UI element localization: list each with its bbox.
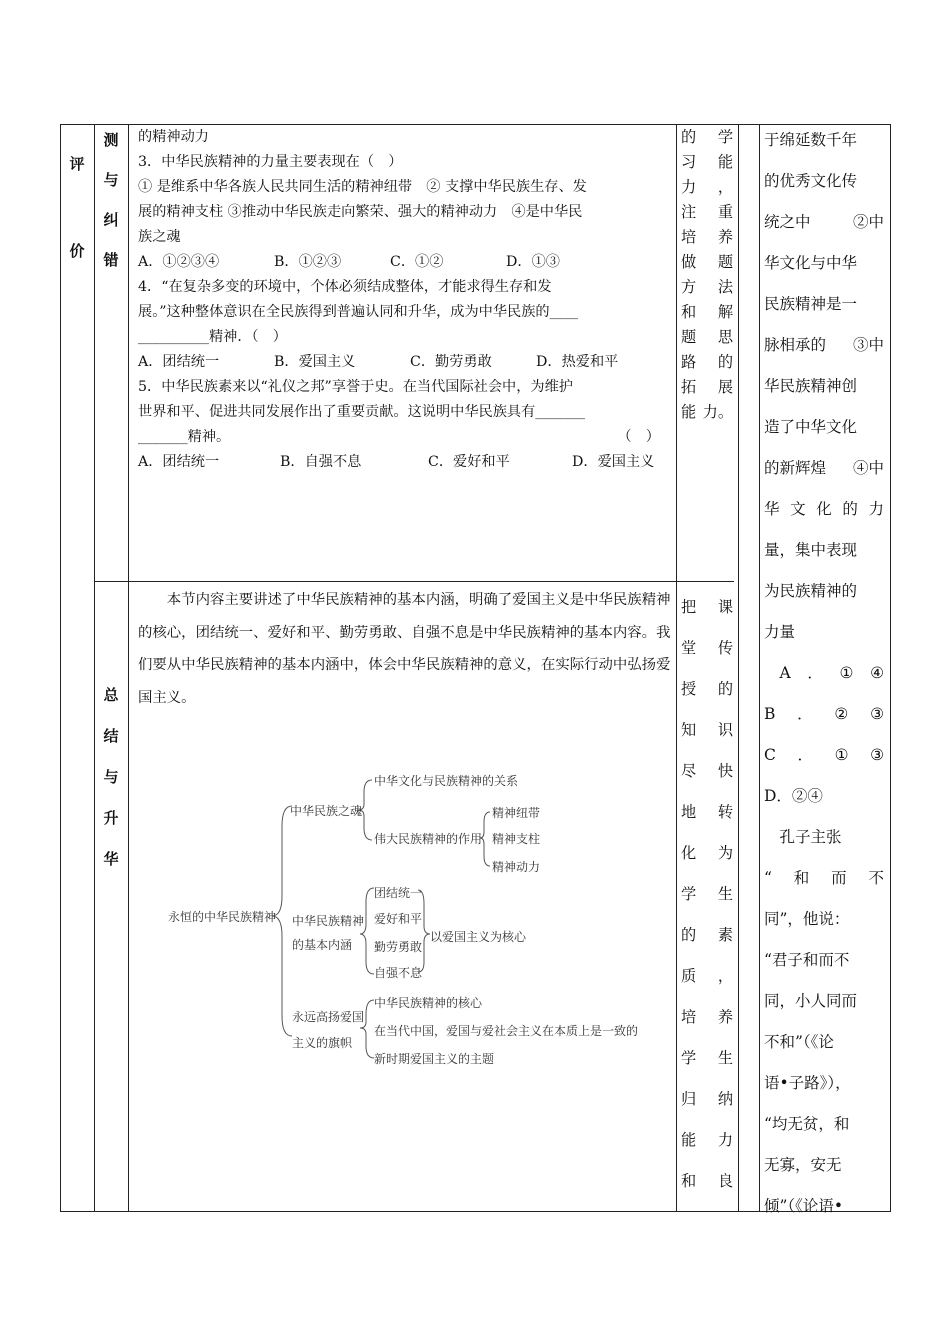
notes-row-cell: 量，集中表现 [764,541,858,559]
design-top-row-cell: 思 [717,328,733,346]
notes-row [764,858,884,899]
q4-options [138,350,672,375]
notes-row-cell: 为民族精神的 [764,582,858,600]
notes-row [764,735,884,776]
notes-row [764,653,884,694]
summary-label [94,688,128,893]
design-bottom-row-cell: 课 [717,598,733,616]
design-top-row [681,325,733,350]
design-bottom-row-cell: ， [717,967,733,985]
design-top-row-cell: 的 [681,128,697,146]
col-line-6 [759,124,760,1212]
notes-row-cell: C [764,746,776,764]
design-top-row-cell: 拓 [681,378,697,396]
option: C．①② [390,254,444,270]
design-intent-bottom [681,587,733,1202]
notes-row [764,940,884,981]
design-top-row-cell: 力。 [702,403,733,421]
mind-map-b1c2-item: 精神支柱 [492,832,541,846]
design-bottom-row-cell: 归 [681,1090,697,1108]
test-correct-label [94,133,128,293]
notes-row-cell: 于绵延数千年 [764,131,858,149]
q4-stem: __________精神．（ ） [138,329,287,345]
design-bottom-row-cell: 的 [681,926,697,944]
q3-stem: 3．中华民族精神的力量主要表现在（ ） [138,154,403,170]
notes-row-cell: 语•子路》）， [764,1074,851,1092]
q3-items: ① 是维系中华各族人民共同生活的精神纽带 ② 支撑中华民族生存、发 [138,179,587,195]
q5-stem: _______精神。 [138,429,231,445]
option: B．自强不息 [280,454,362,470]
notes-row-cell: 无寡，安无 [764,1156,842,1174]
row-divider [94,581,734,582]
col-line-3 [128,124,129,1212]
test-correct-char: 纠 [103,211,119,229]
notes-row [764,161,884,202]
notes-row [764,489,884,530]
design-intent-top [681,125,733,425]
option: D．①③ [506,254,560,270]
notes-row-cell: 的新辉煌 [764,459,827,477]
design-bottom-row-cell: 培 [681,1008,697,1026]
q4-stem: 展。”这种整体意识在全民族得到普遍认同和升华，成为中华民族的____ [138,304,578,320]
design-top-row-cell: 重 [717,203,733,221]
summary-paragraph [138,584,672,714]
mind-map-b3-item: 在当代中国，爱国与爱社会主义在本质上是一致的 [374,1024,639,1038]
design-top-row-cell: 路 [681,353,697,371]
design-bottom-row [681,1079,733,1120]
design-bottom-row-cell: 授 [681,680,697,698]
design-top-row-cell: 做 [681,253,697,271]
notes-row-cell: ④中 [852,459,884,477]
q3-items: 族之魂 [138,229,181,245]
mind-map-b2-note: 以爱国主义为核心 [430,930,527,944]
notes-row [764,325,884,366]
design-top-row-cell: 培 [681,228,697,246]
design-top-row [681,200,733,225]
notes-row-cell: 而 [831,869,847,887]
questions-block [138,125,672,475]
design-bottom-row-cell: 堂 [681,639,697,657]
notes-row [764,284,884,325]
col-line-1 [60,124,61,1212]
summary-char: 结 [103,727,119,745]
design-top-row-cell: 题 [717,253,733,271]
notes-row-cell: ③ [870,705,884,723]
notes-row-cell: ② [834,705,849,723]
design-bottom-row [681,997,733,1038]
notes-row [764,1145,884,1186]
design-bottom-row-cell: 和 [681,1172,697,1190]
q3-items: 展的精神支柱 ③推动中华民族走向繁荣、强大的精神动力 ④是中华民 [138,204,583,220]
design-bottom-row-cell: 地 [681,803,697,821]
col-line-7 [890,124,891,1212]
notes-row [764,202,884,243]
design-top-row-cell: ， [717,178,733,196]
evaluation-char: 评 [69,155,85,173]
design-bottom-row [681,710,733,751]
mind-map-b2-item: 勤劳勇敢 [374,940,423,954]
notes-row [764,1186,884,1227]
option: B．①②③ [274,254,342,270]
mind-map-root: 永恒的中华民族精神 [168,910,277,924]
design-top-row [681,400,733,425]
design-bottom-row-cell: 学 [681,885,697,903]
notes-row [764,612,884,653]
notes-row-cell: 孔子主张 [764,828,842,846]
mind-map-b3-item: 新时期爱国主义的主题 [374,1052,495,1066]
q5-stem: 世界和平、促进共同发展作出了重要贡献。这说明中华民族具有_______ [138,404,585,420]
design-bottom-row-cell: 学 [681,1049,697,1067]
design-bottom-row [681,833,733,874]
design-bottom-row-cell: 知 [681,721,697,739]
design-top-row-cell: 学 [717,128,733,146]
test-correct-char: 与 [103,171,119,189]
notes-row-cell: 不 [868,869,884,887]
notes-row-cell: 民族精神是一 [764,295,858,313]
summary-char: 总 [103,686,119,704]
mind-map-branch-3: 永远高扬爱国 [292,1010,365,1024]
option: C．爱好和平 [428,454,510,470]
notes-row-cell: ③ [870,746,884,764]
bracket-b2 [360,888,374,974]
design-bottom-row-cell: 纳 [717,1090,733,1108]
design-top-row [681,375,733,400]
design-bottom-row [681,1120,733,1161]
design-bottom-row [681,956,733,997]
design-top-row [681,250,733,275]
notes-row-cell: ． [797,705,813,723]
notes-row [764,1022,884,1063]
design-bottom-row [681,915,733,956]
option: A．团结统一 [138,454,220,470]
mind-map-b2-item: 爱好和平 [374,912,423,926]
design-bottom-row-cell: 尽 [681,762,697,780]
notes-row-cell: 倾”（《论语• [764,1197,844,1215]
notes-row [764,981,884,1022]
design-top-row-cell: 方 [681,278,697,296]
option: C．勤劳勇敢 [410,354,492,370]
design-top-row [681,225,733,250]
notes-row [764,571,884,612]
notes-row-cell: 和 [793,869,810,887]
design-bottom-row [681,587,733,628]
design-top-row-cell: 能 [681,403,697,421]
notes-row-cell: 造了中华文化 [764,418,858,436]
notes-row [764,243,884,284]
design-bottom-row [681,1038,733,1079]
mind-map-branch-2: 的基本内涵 [292,938,353,952]
notes-row-cell: 力量 [764,623,796,641]
design-top-row-cell: 的 [717,353,733,371]
design-bottom-row-cell: 生 [717,885,733,903]
design-bottom-row [681,628,733,669]
notes-row-cell: ③中 [852,336,884,354]
notes-row-cell: 文 [790,500,806,518]
notes-row-cell: 同”，他说： [764,910,850,928]
notes-row-cell: “君子和而不 [764,951,850,969]
notes-row-cell: ． [807,664,823,682]
q4-stem: 4．“在复杂多变的环境中，个体必须结成整体，才能求得生存和发 [138,279,552,295]
notes-row-cell: 不和”（《论 [764,1033,834,1051]
evaluation-char: 价 [69,242,85,260]
design-top-row-cell: 展 [717,378,733,396]
notes-row-cell: 化 [816,500,832,518]
option: D．爱国主义 [572,454,655,470]
notes-row [764,120,884,161]
test-correct-char: 错 [103,251,119,269]
question-line: 的精神动力 [138,129,209,145]
bracket-b2-note [418,890,430,972]
summary-char: 华 [103,850,119,868]
q5-paren: （ ） [617,429,660,445]
col-line-5 [738,124,739,1212]
mind-map-b1-child-2: 伟大民族精神的作用 [374,832,483,846]
design-top-row-cell: 习 [681,153,697,171]
design-bottom-row-cell: 把 [681,598,697,616]
notes-row-cell: 的 [842,500,858,518]
mind-map-branch-2: 中华民族精神 [292,914,365,928]
notes-row [764,530,884,571]
mind-map-b1c2-item: 精神动力 [492,860,541,874]
summary-text: 本节内容主要讲述了中华民族精神的基本内涵，明确了爱国主义是中华民族精神的核心，团结统一、爱好和平、勤劳勇敢、自强不息是中华民族精神的基本内容。我们要从中华民族精神的基本内涵中，体会中华民族精神的意义，在实际行动中弘扬爱国主义。 [138,592,671,706]
design-bottom-row [681,792,733,833]
design-bottom-row-cell: 良 [717,1172,733,1190]
mind-map-b3-item: 中华民族精神的核心 [374,996,483,1010]
design-top-row-cell: 法 [717,278,733,296]
design-bottom-row [681,751,733,792]
notes-row-cell: ②中 [852,213,884,231]
notes-row [764,694,884,735]
notes-row [764,1104,884,1145]
notes-row-cell: 华民族精神创 [764,377,858,395]
design-top-row-cell: 和 [681,303,697,321]
design-bottom-row-cell: 能 [681,1131,697,1149]
notes-row-cell: “ [764,869,772,887]
design-bottom-row-cell: 为 [717,844,733,862]
design-bottom-row-cell: 化 [681,844,697,862]
notes-row [764,776,884,817]
notes-row-cell: A [764,664,791,682]
design-top-row [681,300,733,325]
design-bottom-row [681,1161,733,1202]
design-top-row [681,150,733,175]
notes-row-cell: 华文化与中华 [764,254,858,272]
q5-options [138,450,672,475]
notes-row [764,817,884,858]
notes-row-cell: 力 [868,500,884,518]
design-bottom-row [681,669,733,710]
notes-row [764,899,884,940]
design-top-row-cell: 注 [681,203,697,221]
design-bottom-row-cell: 转 [717,803,733,821]
design-top-row [681,125,733,150]
design-top-row-cell: 解 [717,303,733,321]
design-top-row [681,175,733,200]
option: A．团结统一 [138,354,220,370]
q5-stem: 5．中华民族素来以“礼仪之邦”享誉于史。在当代国际社会中，为维护 [138,379,573,395]
design-top-row [681,350,733,375]
notes-row-cell: ④ [870,664,884,682]
design-bottom-row-cell: 质 [681,967,697,985]
notes-row-cell: “均无贫，和 [764,1115,850,1133]
notes-row-cell: D．②④ [764,787,823,805]
design-bottom-row-cell: 传 [717,639,733,657]
notes-row [764,1063,884,1104]
design-top-row-cell: 力 [681,178,697,196]
notes-row-cell: 脉相承的 [764,336,827,354]
notes-row-cell: 的优秀文化传 [764,172,858,190]
notes-row [764,448,884,489]
q3-options [138,250,672,275]
design-bottom-row-cell: 生 [717,1049,733,1067]
design-bottom-row-cell: 养 [717,1008,733,1026]
design-top-row-cell: 养 [717,228,733,246]
notes-row-cell: 同，小人同而 [764,992,858,1010]
notes-row-cell: ① [834,746,849,764]
mind-map-b2-item: 团结统一 [374,886,423,900]
design-bottom-row-cell: 识 [717,721,733,739]
design-bottom-row-cell: 力 [717,1131,733,1149]
mind-map-branch-3: 主义的旗帜 [292,1036,353,1050]
design-bottom-row-cell: 的 [717,680,733,698]
notes-row-cell: B [764,705,776,723]
notes-row-cell: 华 [764,500,780,518]
design-top-row-cell: 能 [717,153,733,171]
mind-map-b1-child-1: 中华文化与民族精神的关系 [374,774,519,788]
mind-map [168,766,648,1076]
design-bottom-row [681,874,733,915]
design-bottom-row-cell: 素 [717,926,733,944]
col-line-4 [676,124,677,1212]
test-correct-char: 测 [103,131,119,149]
design-top-row-cell: 题 [681,328,697,346]
mind-map-b1c2-item: 精神纽带 [492,806,541,820]
design-top-row [681,275,733,300]
notes-row [764,366,884,407]
design-bottom-row-cell: 快 [717,762,733,780]
answer-notes-column [764,120,884,1227]
mind-map-b2-item: 自强不息 [374,966,423,980]
notes-row-cell: 统之中 [764,213,811,231]
notes-row-cell: ① [839,664,854,682]
option: B．爱国主义 [274,354,356,370]
option: D．热爱和平 [536,354,619,370]
evaluation-label [60,157,94,259]
mind-map-branch-1: 中华民族之魂 [290,804,363,818]
summary-char: 与 [103,768,119,786]
option: A．①②③④ [138,254,220,270]
summary-char: 升 [103,809,119,827]
notes-row-cell: ． [797,746,813,764]
notes-row [764,407,884,448]
